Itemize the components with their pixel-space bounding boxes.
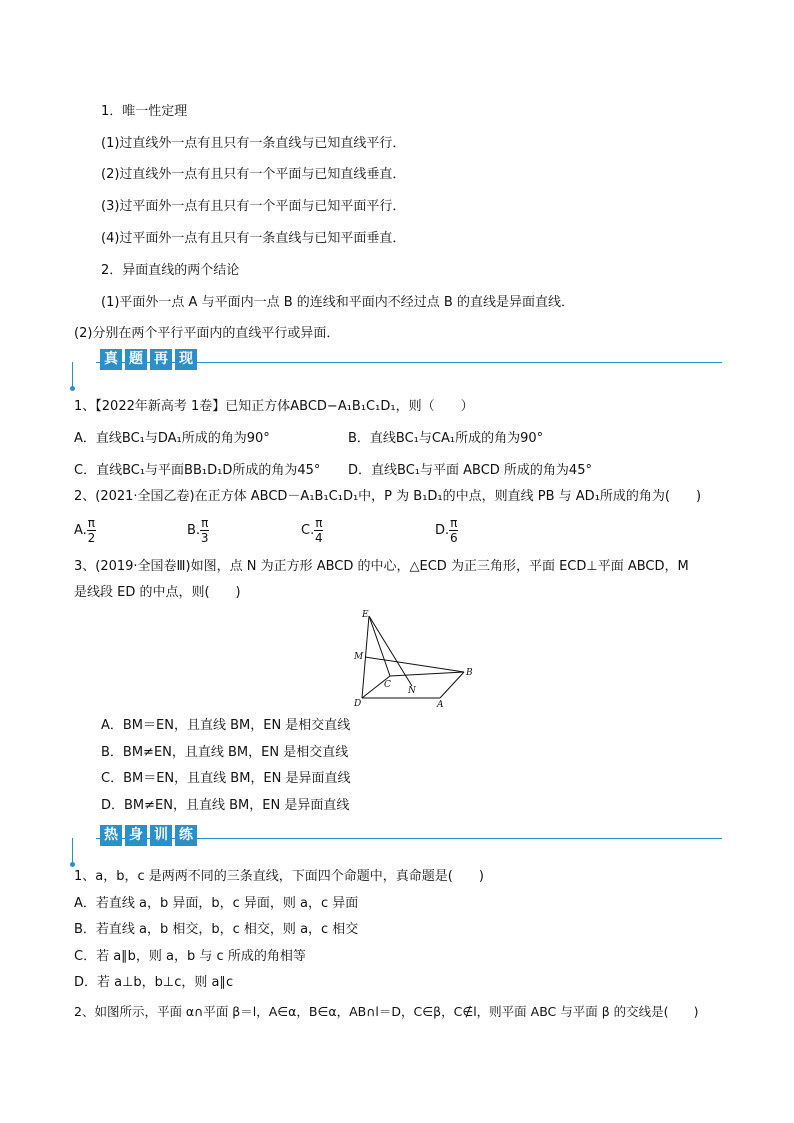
denominator: 4 [315,531,323,545]
q3-option-b: B．BM≠EN，且直线 BM，EN 是相交直线 [101,745,349,760]
banner-char: 热 [100,825,122,846]
q3-geometry-figure [340,606,480,710]
segment-MB [365,657,464,672]
banner-char: 训 [150,825,172,846]
q2-stem: 2、(2021·全国乙卷)在正方体 ABCD－A₁B₁C₁D₁中，P 为 B₁D₁的中点，则直线 PB 与 AD₁所成的角为( ) [74,489,702,504]
q1-option-b: B．直线BC₁与CA₁所成的角为90° [348,431,544,446]
q1-option-d: D．直线BC₁与平面 ABCD 所成的角为45° [348,463,592,478]
label-E: E [362,610,369,620]
edge-CB [390,672,464,676]
label-M: M [354,652,364,662]
numerator: π [87,516,96,530]
conclusion-2: (2)分别在两个平行平面内的直线平行或异面． [74,326,340,341]
q2-option-a [74,516,96,550]
q2-option-d [435,516,458,550]
numerator: π [201,516,209,530]
denominator: 3 [200,531,209,545]
w2-stem: 2、如图所示，平面 α∩平面 β＝l，A∈α，B∈α，AB∩l＝D，C∈β，C∉l，则平面 ABC 与平面 β 的交线是( ) [74,1004,699,1019]
label-A: A [437,700,444,710]
skew-lines-heading: 2．异面直线的两个结论 [101,263,240,278]
conclusion-1: (1)平面外一点 A 与平面内一点 B 的连线和平面内不经过点 B 的直线是异面直线． [101,295,574,310]
q2-option-label: B. [187,523,201,538]
q2-option-label: C. [301,523,315,538]
theorem-1: (1)过直线外一点有且只有一条直线与已知直线平行． [101,136,406,151]
numerator: π [315,516,323,530]
banner-char: 身 [125,825,147,846]
denominator: 2 [87,531,96,545]
banner-char: 真 [100,349,122,370]
w1-option-b: B．若直线 a，b 相交，b，c 相交，则 a，c 相交 [74,922,359,937]
w1-option-c: C．若 a∥b，则 a，b 与 c 所成的角相等 [74,949,306,964]
fraction [314,516,323,545]
q3-option-d: D．BM≠EN，且直线 BM，EN 是异面直线 [101,798,350,813]
banner-char: 现 [175,349,197,370]
q3-stem-line2: 是线段 ED 的中点，则( ) [74,585,241,600]
w1-option-a: A．若直线 a，b 异面，b，c 异面，则 a，c 异面 [74,896,359,911]
q1-stem: 1、【2022年新高考 1卷】已知正方体ABCD−A₁B₁C₁D₁，则（ ） [74,399,474,414]
label-C: C [384,680,391,690]
q2-option-c [301,516,323,550]
edge-AB [440,672,464,698]
theorem-heading-uniqueness: 1．唯一性定理 [101,104,188,119]
q3-option-c: C．BM＝EN，且直线 BM，EN 是异面直线 [101,771,351,786]
fraction [200,516,209,545]
q1-option-c: C．直线BC₁与平面BB₁D₁D所成的角为45° [74,463,321,478]
theorem-2: (2)过直线外一点有且只有一个平面与已知直线垂直． [101,167,406,182]
banner-char: 题 [125,349,147,370]
numerator: π [450,516,458,530]
label-N: N [408,686,416,696]
fraction [87,516,96,545]
q1-option-a: A．直线BC₁与DA₁所成的角为90° [74,431,270,446]
w1-stem: 1、a，b，c 是两两不同的三条直线，下面四个命题中，真命题是( ) [74,869,484,884]
theorem-4: (4)过平面外一点有且只有一条直线与已知平面垂直． [101,231,406,246]
label-B: B [466,668,473,678]
banner-char: 练 [175,825,197,846]
q2-option-b [187,516,209,550]
q3-stem-line1: 3、(2019·全国卷Ⅲ)如图，点 N 为正方形 ABCD 的中心，△ECD 为正三角形，平面 ECD⊥平面 ABCD，M [74,559,689,574]
theorem-3: (3)过平面外一点有且只有一个平面与已知平面平行． [101,199,406,214]
q2-option-label: A. [74,523,87,538]
section-banner-real-questions [72,351,722,390]
banner-char: 再 [150,349,172,370]
label-D: D [354,699,362,709]
q3-option-a: A．BM＝EN，且直线 BM，EN 是相交直线 [101,718,351,733]
section-banner-warm-up [72,827,722,866]
w1-option-d: D．若 a⊥b，b⊥c，则 a∥c [74,975,234,990]
fraction [449,516,458,545]
q2-option-label: D. [435,523,450,538]
denominator: 6 [449,531,458,545]
